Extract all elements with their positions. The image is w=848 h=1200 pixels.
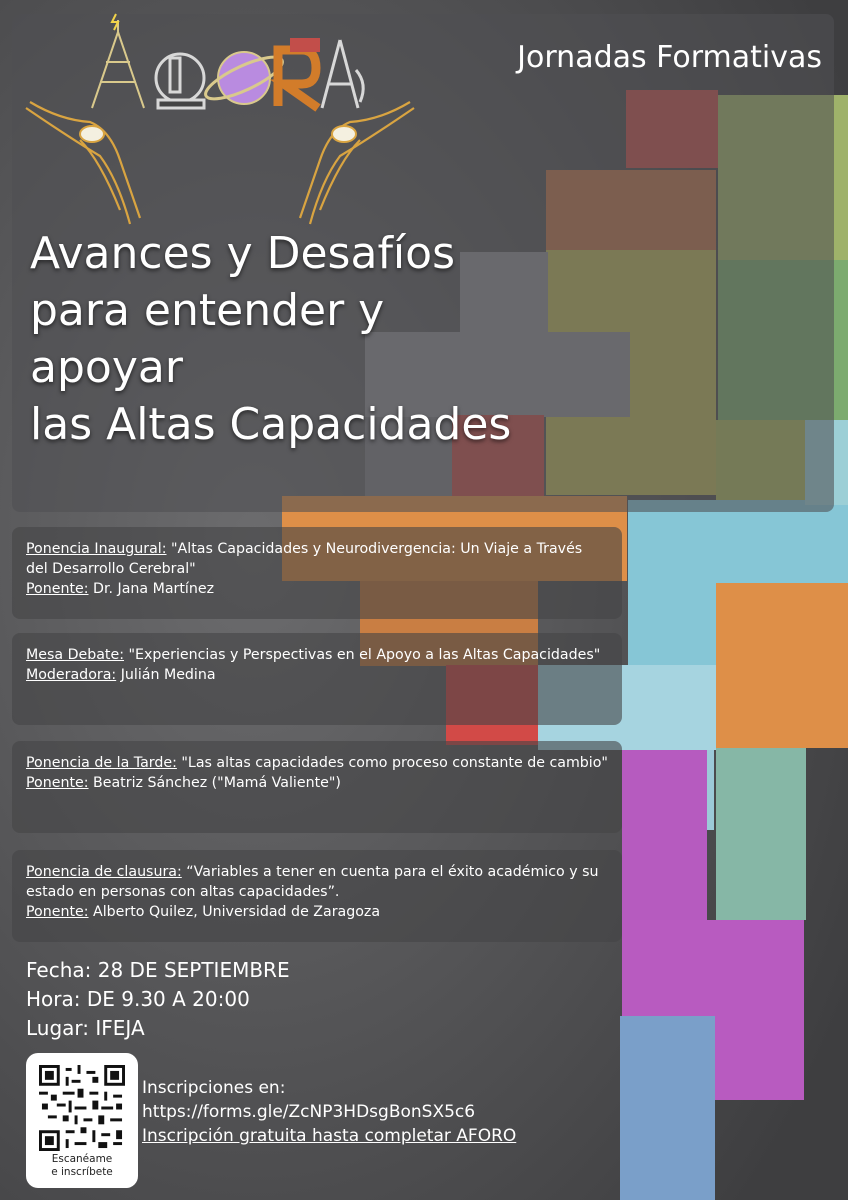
headline-line: para entender y [30, 285, 385, 336]
speaker-name: Beatriz Sánchez ("Mamá Valiente") [93, 775, 341, 791]
speaker-label: Moderadora: [26, 667, 117, 683]
speaker-name: Julián Medina [120, 667, 216, 683]
registration-note: Inscripción gratuita hasta completar AFORO [142, 1126, 517, 1146]
speaker-label: Ponente: [26, 581, 89, 597]
speaker-name: Alberto Quilez, Universidad de Zaragoza [93, 904, 381, 920]
event-title [26, 645, 608, 665]
agora-hands-logo-icon [20, 10, 420, 232]
event-card [12, 850, 622, 942]
qr-caption-line: Escanéame [51, 1153, 113, 1165]
headline [30, 225, 590, 453]
event-time: Hora: DE 9.30 A 20:00 [26, 987, 250, 1011]
event-title [26, 539, 608, 579]
headline-line: apoyar [30, 342, 183, 393]
event-type-label: Ponencia de clausura: [26, 864, 182, 880]
puzzle-block [716, 583, 848, 748]
speaker-label: Ponente: [26, 904, 89, 920]
event-date: Fecha: 28 DE SEPTIEMBRE [26, 958, 290, 982]
puzzle-block [622, 750, 707, 920]
headline-line: Avances y Desafíos [30, 228, 456, 279]
qr-code-icon[interactable] [39, 1065, 125, 1151]
registration-info [142, 1076, 516, 1148]
event-speaker [26, 902, 608, 922]
event-type-label: Ponencia Inaugural: [26, 541, 167, 557]
qr-card[interactable] [26, 1053, 138, 1188]
header-label: Jornadas Formativas [517, 40, 822, 75]
event-speaker [26, 665, 608, 685]
event-type-label: Ponencia de la Tarde: [26, 755, 177, 771]
logo [20, 10, 420, 232]
event-title-text: "Altas Capacidades y Neurodivergencia: Un Viaje a Través del Desarrollo Cerebral" [26, 541, 583, 577]
event-type-label: Mesa Debate: [26, 647, 124, 663]
qr-caption [26, 1153, 138, 1179]
event-card [12, 741, 622, 833]
registration-link[interactable]: https://forms.gle/ZcNP3HDsgBonSX5c6 [142, 1102, 476, 1122]
speaker-name: Dr. Jana Martínez [93, 581, 215, 597]
event-place: Lugar: IFEJA [26, 1016, 145, 1040]
event-title-text: "Experiencias y Perspectivas en el Apoyo a las Altas Capacidades" [128, 647, 601, 663]
headline-line: las Altas Capacidades [30, 399, 512, 450]
event-title [26, 753, 608, 773]
event-title-text: “Variables a tener en cuenta para el éxito académico y su estado en personas con altas capacidades”. [26, 864, 599, 900]
event-title [26, 862, 608, 902]
event-card [12, 527, 622, 619]
speaker-label: Ponente: [26, 775, 89, 791]
puzzle-block [716, 748, 806, 920]
event-speaker [26, 773, 608, 793]
event-card [12, 633, 622, 725]
qr-caption-line: e inscríbete [51, 1166, 113, 1178]
event-speaker [26, 579, 608, 599]
registration-heading: Inscripciones en: [142, 1078, 286, 1098]
event-title-text: "Las altas capacidades como proceso constante de cambio" [181, 755, 608, 771]
event-details [26, 956, 290, 1043]
puzzle-block [620, 1016, 715, 1200]
